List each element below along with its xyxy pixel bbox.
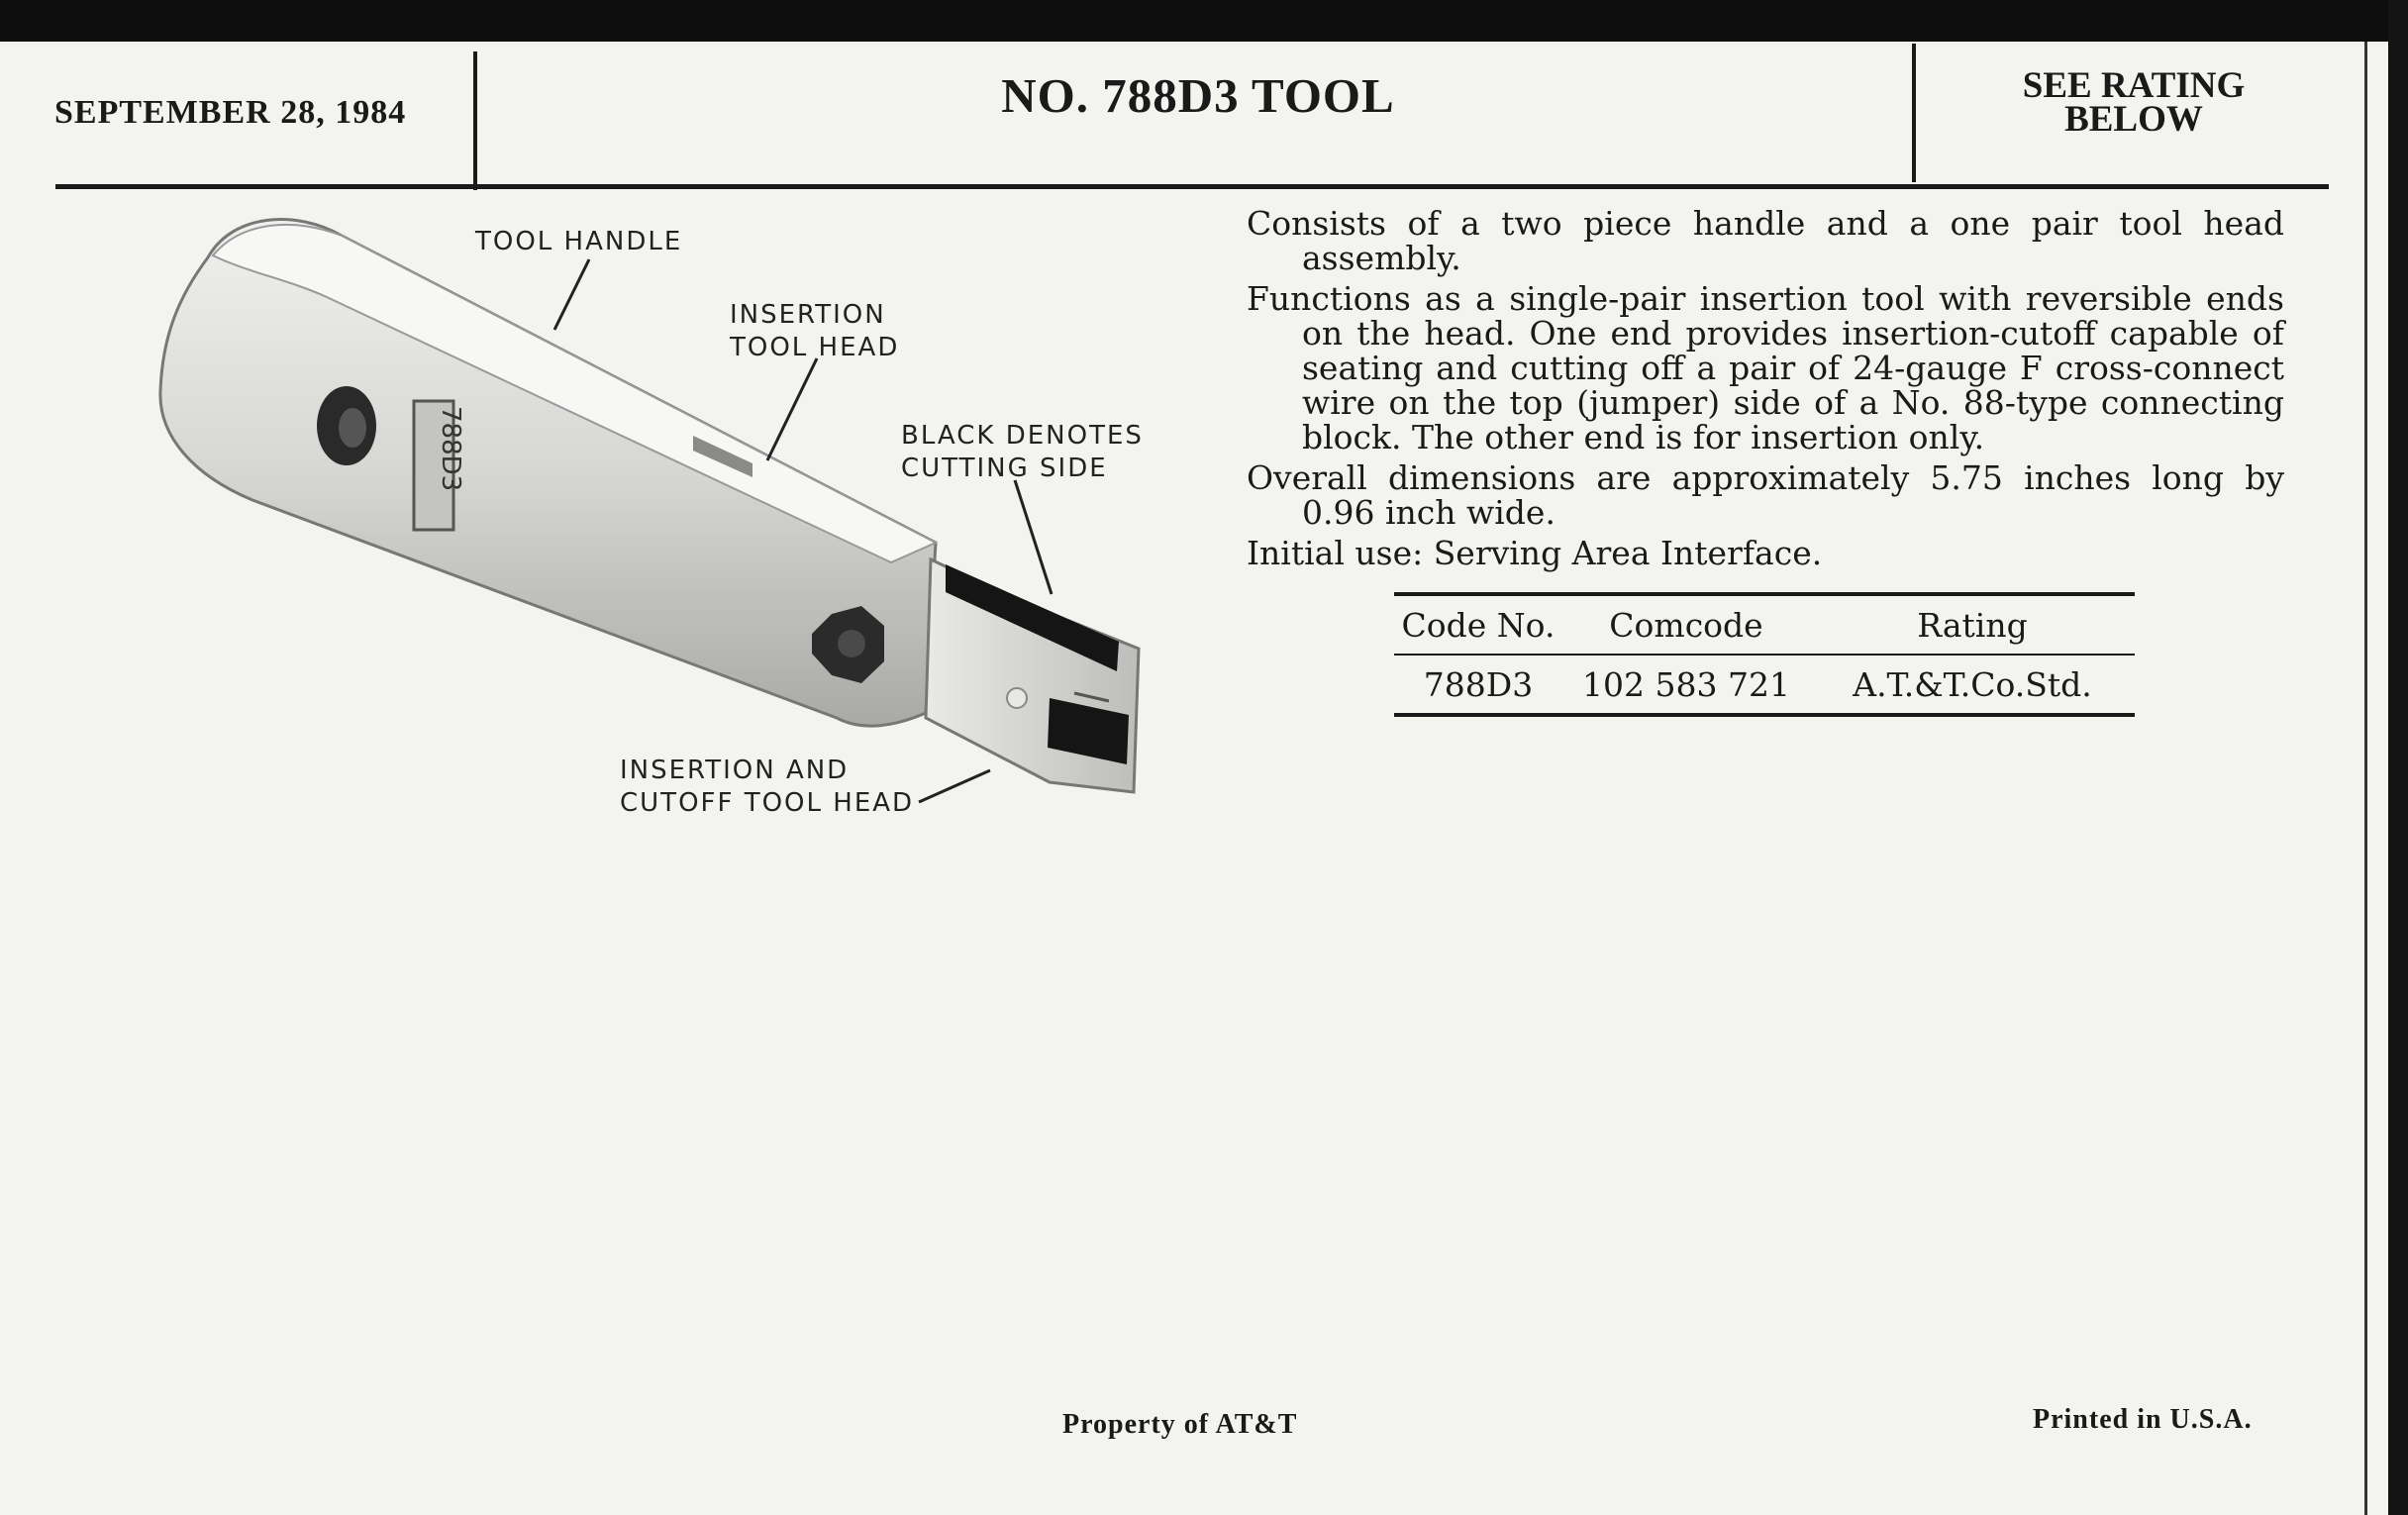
header-rating: Rating	[1917, 605, 2028, 645]
header-comcode: Comcode	[1609, 605, 1763, 645]
label-black-side-line2: CUTTING SIDE	[901, 454, 1108, 483]
leader-insertion-head	[767, 358, 817, 460]
label-insertion-head-line1: INSERTION	[730, 300, 886, 330]
table-row	[1394, 655, 2135, 715]
label-black-side	[901, 420, 1144, 485]
header-code-no: Code No.	[1401, 605, 1555, 645]
leader-tool-handle	[554, 259, 589, 330]
document-title: NO. 788D3 TOOL	[1001, 68, 1395, 123]
cell-rating: A.T.&T.Co.Std.	[1853, 664, 2092, 704]
label-black-side-line1: BLACK DENOTES	[901, 421, 1144, 451]
rating-note-line1: SEE RATING	[2022, 65, 2246, 106]
tool-marking: 788D3	[436, 406, 465, 492]
footer-printed: Printed in U.S.A.	[2033, 1404, 2253, 1435]
spec-table	[1394, 592, 2135, 717]
spec-table-header-row	[1394, 594, 2135, 655]
label-tool-handle: TOOL HANDLE	[475, 227, 683, 256]
cell-comcode: 102 583 721	[1582, 664, 1790, 704]
description-paragraph: Consists of a two piece handle and a one pair tool head assembly.	[1247, 204, 2284, 277]
leader-black-side	[1015, 480, 1052, 594]
description-paragraph: Overall dimensions are approximately 5.75 inches long by 0.96 inch wide.	[1247, 458, 2284, 532]
description	[1247, 206, 2284, 576]
label-cutoff-head-line2: CUTOFF TOOL HEAD	[620, 788, 915, 818]
leader-cutoff-head	[919, 770, 990, 802]
description-paragraph: Functions as a single-pair insertion tool with reversible ends on the head. One end provides insertion-cutoff capable of seating and cutting off a pair of 24-gauge F cross-connect wire on the top (jumper) side of a No. 88-type connecting block. The other end is for insertion only.	[1247, 279, 2284, 456]
label-cutoff-head-line1: INSERTION AND	[620, 756, 850, 785]
description-paragraph: Initial use: Serving Area Interface.	[1247, 534, 1823, 572]
label-cutoff-head	[620, 755, 914, 820]
label-insertion-head-line2: TOOL HEAD	[730, 333, 900, 362]
rating-note-line2: BELOW	[2064, 99, 2203, 140]
document-date: SEPTEMBER 28, 1984	[54, 94, 407, 131]
label-insertion-head	[730, 299, 899, 364]
cell-code-no: 788D3	[1423, 664, 1534, 704]
footer-property: Property of AT&T	[1062, 1409, 1298, 1440]
